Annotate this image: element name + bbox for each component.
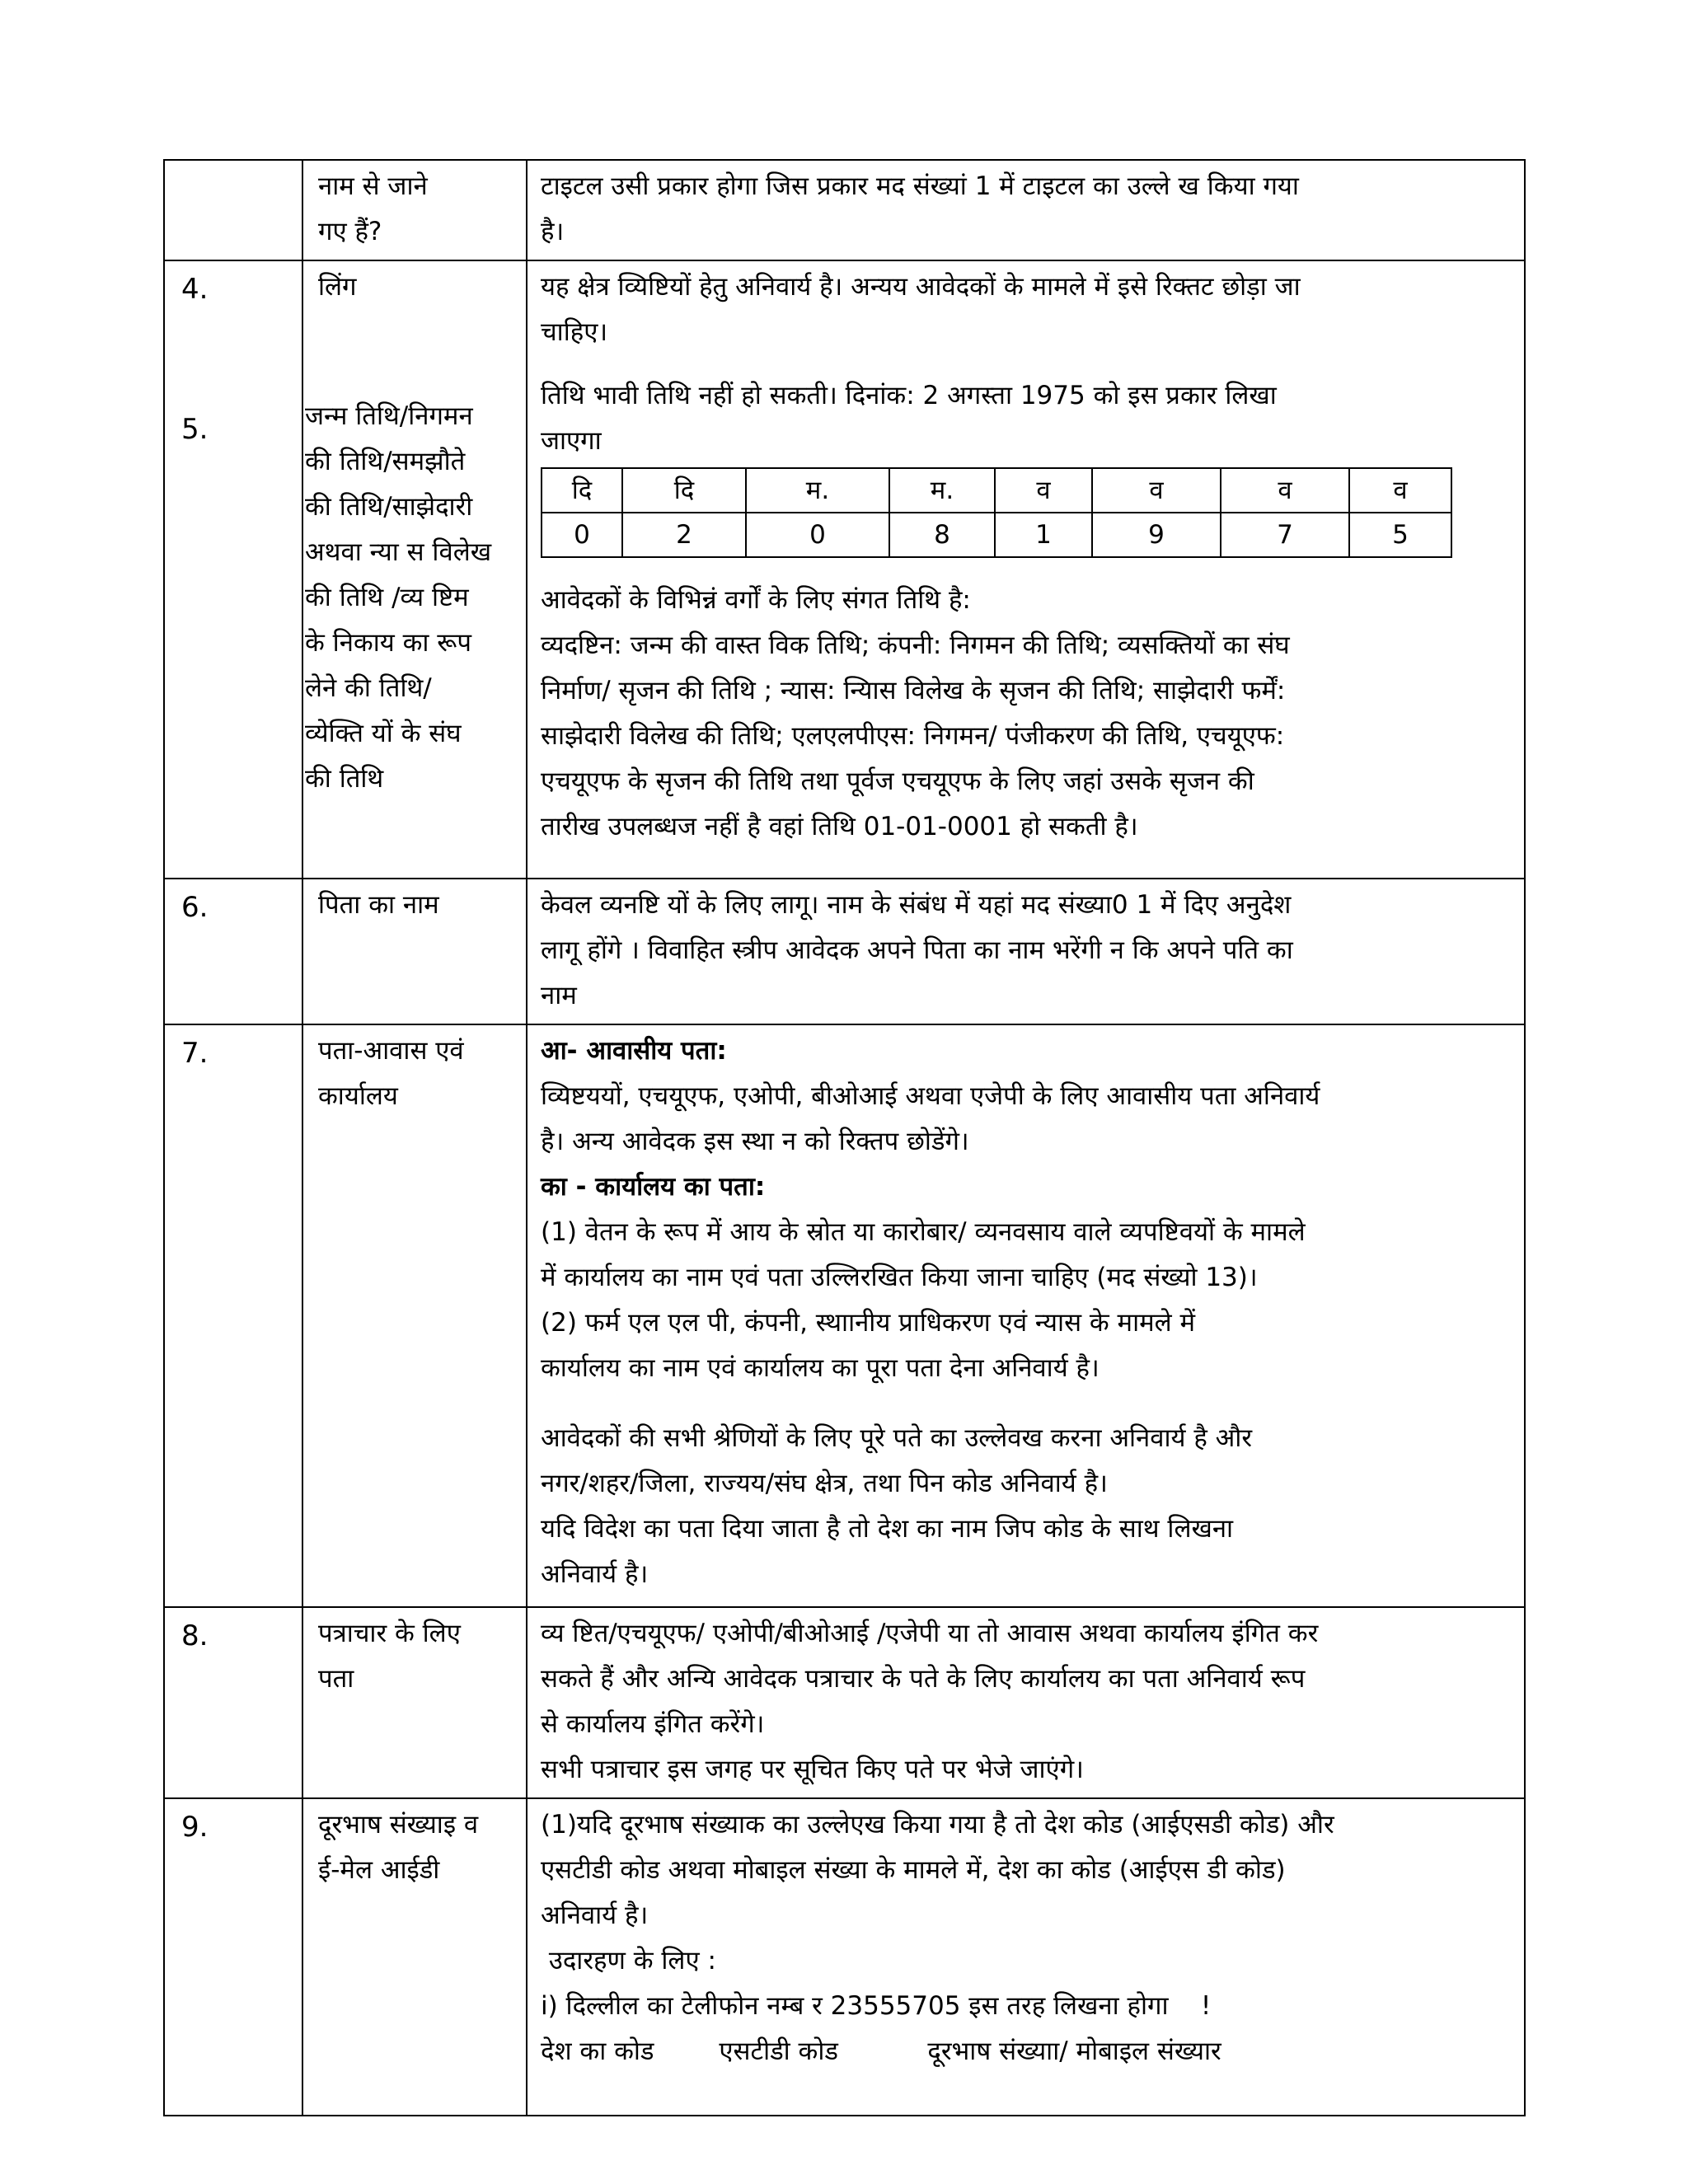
date-value-cell: 1 <box>995 513 1092 557</box>
row-label: लिंग जन्म तिथि/निगमन की तिथि/समझौते की तिथि/साझेदारी अथवा न्या स विलेख की तिथि /व्य ष्टिम के निकाय का रूप लेने की तिथि/ व्येक्ति यों के संघ की तिथि <box>302 260 527 879</box>
date-value-cell: 9 <box>1092 513 1221 557</box>
date-value-cell: 8 <box>889 513 995 557</box>
row-label: नाम से जाने गए हैं? <box>302 160 527 260</box>
row-label: दूरभाष संख्याइ व ई-मेल आईडी <box>302 1798 527 2116</box>
row-number: 9. <box>164 1798 302 2116</box>
table-row <box>164 879 1525 1024</box>
residential-address-heading: आ- आवासीय पता: <box>541 1036 727 1066</box>
date-header-row <box>542 468 1451 513</box>
date-header-cell: दि <box>542 468 622 513</box>
date-header-cell: व <box>1349 468 1451 513</box>
row-body: टाइटल उसी प्रकार होगा जिस प्रकार मद संख्यां 1 में टाइटल का उल्ले ख किया गया है। <box>527 160 1525 260</box>
date-header-cell: व <box>995 468 1092 513</box>
row-body: केवल व्यनष्टि यों के लिए लागू। नाम के संबंध में यहां मद संख्या0 1 में दिए अनुदेश लागू होंगे । विवाहित स्त्रीप आवेदक अपने पिता का नाम भरेंगी न कि अपने पति का नाम <box>527 879 1525 1024</box>
table-row <box>164 1024 1525 1607</box>
row-number: 8. <box>164 1607 302 1798</box>
row-label: पत्राचार के लिए पता <box>302 1607 527 1798</box>
row-body: व्य ष्टित/एचयूएफ/ एओपी/बीओआई /एजेपी या तो आवास अथवा कार्यालय इंगित कर सकते हैं और अन्यि आवेदक पत्राचार के पते के लिए कार्यालय का पता अनिवार्य रूप से कार्यालय इंगित करेंगे। सभी पत्राचार इस जगह पर सूचित किए पते पर भेजे जाएंगे। <box>527 1607 1525 1798</box>
office-address-heading: का - कार्यालय का पता: <box>541 1172 766 1202</box>
date-header-cell: व <box>1221 468 1349 513</box>
date-value-cell: 0 <box>746 513 889 557</box>
date-format-table <box>541 467 1452 558</box>
row-body: (1)यदि दूरभाष संख्याक का उल्लेएख किया गया है तो देश कोड (आईएसडी कोड) और एसटीडी कोड अथवा मोबाइल संख्या के मामले में, देश का कोड (आईएस डी कोड) अनिवार्य है। उदारहण के लिए : i) दिल्लील का टेलीफोन नम्ब र 23555705 इस तरह लिखना होगा ! देश का कोड एसटीडी कोड दूरभाष संख्या‍ा/ मोबाइल संख्यार <box>527 1798 1525 2116</box>
date-value-cell: 2 <box>622 513 746 557</box>
row-number: 6. <box>164 879 302 1024</box>
table-row <box>164 260 1525 879</box>
date-value-row <box>542 513 1451 557</box>
row-number: 4. 5. <box>164 260 302 879</box>
table-row <box>164 1607 1525 1798</box>
row-body: आ- आवासीय पता: व्यिष्टययों, एचयूएफ, एओपी, बीओआई अथवा एजेपी के लिए आवासीय पता अनिवार्य है। अन्य आवेदक इस स्था न को रिक्तप छोडेंगे। का - कार्यालय का पता: (1) वेतन के रूप में आय के स्रोत या कारोबार/ व्यनवसाय वाले व्यपष्टिवयों के मामले में कार्यालय का नाम एवं पता उल्लिरखित किया जाना चाहिए (मद संख्या‍े 13)। (2) फर्म एल एल पी, कंपनी, स्था‍ानीय प्राधिकरण एवं न्यास के मामले में कार्यालय का नाम एवं कार्यालय का पूरा पता देना अनिवार्य है। आवेदकों की सभी श्रेणियों के लिए पूरे पते का उल्लेवख करना अनिवार्य है और नगर/शहर/जिला, राज्यय/संघ क्षेत्र, तथा पिन कोड अनिवार्य है। यदि विदेश का पता दिया जाता है तो देश का नाम जिप कोड के साथ लिखना अनिवार्य है। <box>527 1024 1525 1607</box>
date-value-cell: 0 <box>542 513 622 557</box>
date-value-cell: 5 <box>1349 513 1451 557</box>
date-header-cell: म. <box>889 468 995 513</box>
date-header-cell: दि <box>622 468 746 513</box>
date-value-cell: 7 <box>1221 513 1349 557</box>
row-label: पिता का नाम <box>302 879 527 1024</box>
row-number <box>164 160 302 260</box>
date-header-cell: म. <box>746 468 889 513</box>
row-number: 7. <box>164 1024 302 1607</box>
row-body: यह क्षेत्र व्यि‍ष्टि‍यों हेतु अनिवार्य है। अन्यय आवेदकों के मामले में इसे रिक्तट छोड़ा जा चाहिए। तिथि भावी तिथि नहीं हो सकती। दिनांक: 2 अगस्ता 1975 को इस प्रकार लिखा जाएगा दि दि म. म. व व व व 0 2 0 8 1 9 7 5 आवेदकों के विभिन्नं वर्गों के लिए संगत तिथि है: व्यदष्टिन: जन्म की वास्त विक तिथि; कंपनी: निगमन की तिथि; व्यसक्तियों का संघ निर्माण/ सृजन की तिथि ; न्यास: न्याि‍स विलेख के सृजन की तिथि; साझेदारी फर्में: साझेदारी विलेख की तिथि; एलएलपीएस: निगमन/ पंजीकरण की तिथि, एचयूएफ: एचयूएफ के सृजन की तिथि तथा पूर्वज एचयूएफ के लिए जहां उसके सृजन की तारीख उपलब्धज नहीं है वहां तिथि 01-01-0001 हो सकती है। <box>527 260 1525 879</box>
table-row <box>164 1798 1525 2116</box>
date-header-cell: व <box>1092 468 1221 513</box>
instructions-table <box>163 159 1526 2116</box>
row-label: पता-आवास एवं कार्यालय <box>302 1024 527 1607</box>
table-row <box>164 160 1525 260</box>
